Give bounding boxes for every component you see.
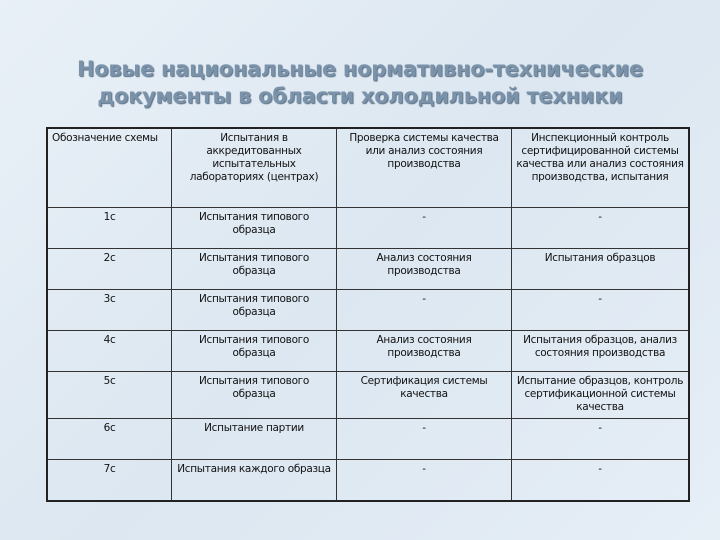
header-cell: Проверка системы качества или анализ состояния производства bbox=[337, 128, 512, 208]
title-line-1: Новые национальные нормативно-технические bbox=[77, 57, 643, 81]
table-cell: 4с bbox=[47, 331, 172, 372]
table-cell: 7с bbox=[47, 460, 172, 502]
table-row bbox=[47, 290, 689, 331]
table-cell: Испытания типового образца bbox=[172, 372, 337, 419]
table-header-row bbox=[47, 128, 689, 208]
title-line-2: документы в области холодильной техники bbox=[97, 84, 623, 108]
table-cell: Испытания каждого образца bbox=[172, 460, 337, 502]
table-cell: Испытания образцов bbox=[512, 249, 690, 290]
table-row bbox=[47, 249, 689, 290]
table-row bbox=[47, 208, 689, 249]
table-cell: Анализ состояния производства bbox=[337, 331, 512, 372]
table-cell: 5с bbox=[47, 372, 172, 419]
slide-title bbox=[0, 56, 720, 110]
table-cell: Сертификация системы качества bbox=[337, 372, 512, 419]
table-cell: 2с bbox=[47, 249, 172, 290]
header-cell: Обозначение схемы bbox=[47, 128, 172, 208]
table-cell: Испытания типового образца bbox=[172, 331, 337, 372]
table-cell: - bbox=[337, 460, 512, 502]
table-cell: - bbox=[512, 208, 690, 249]
table-row bbox=[47, 460, 689, 502]
table-cell: Анализ состояния производства bbox=[337, 249, 512, 290]
table-cell: - bbox=[512, 460, 690, 502]
table-cell: - bbox=[512, 419, 690, 460]
table-cell: Испытания типового образца bbox=[172, 290, 337, 331]
table-cell: 6с bbox=[47, 419, 172, 460]
header-cell: Инспекционный контроль сертифицированной системы качества или анализ состояния производства, испытания bbox=[512, 128, 690, 208]
table-row bbox=[47, 419, 689, 460]
table-cell: - bbox=[337, 419, 512, 460]
table-cell: Испытания образцов, анализ состояния производства bbox=[512, 331, 690, 372]
table-cell: Испытания типового образца bbox=[172, 208, 337, 249]
table-cell: Испытание партии bbox=[172, 419, 337, 460]
table-cell: Испытание образцов, контроль сертификационной системы качества bbox=[512, 372, 690, 419]
table-cell: 3с bbox=[47, 290, 172, 331]
table-cell: 1с bbox=[47, 208, 172, 249]
table-cell: Испытания типового образца bbox=[172, 249, 337, 290]
certification-schemes-table bbox=[46, 127, 690, 502]
table-row bbox=[47, 372, 689, 419]
table-cell: - bbox=[337, 208, 512, 249]
table-cell: - bbox=[337, 290, 512, 331]
table-row bbox=[47, 331, 689, 372]
table-cell: - bbox=[512, 290, 690, 331]
header-cell: Испытания в аккредитованных испытательных лабораториях (центрах) bbox=[172, 128, 337, 208]
